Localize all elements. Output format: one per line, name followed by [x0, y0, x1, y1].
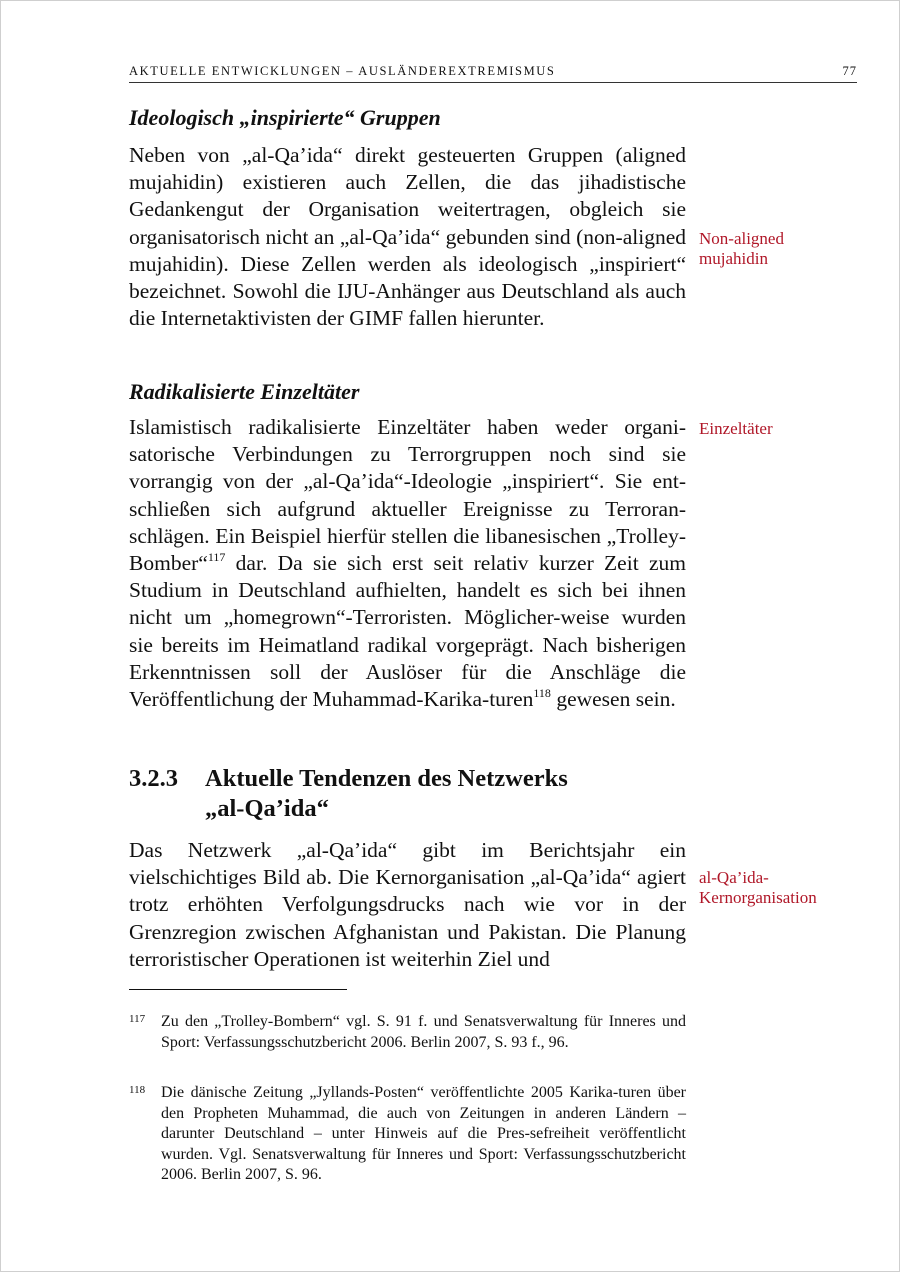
running-header [129, 64, 857, 83]
paragraph-text-part1: Islamistisch radikalisierte Einzeltäter haben weder organi-satorische Verbindungen zu Terrorgruppen noch sind sie vorrangig von der „al-Qa’ida“-Ideologie „inspiriert“. Sie ent-schließen sich aufgrund aktueller Ereignisse zu Terroran-schlägen. Ein Beispiel hierfür stellen die libanesischen „Trolley-Bomber“ [129, 415, 686, 576]
section-paragraph-einzeltaeter [129, 414, 686, 713]
header-title: AKTUELLE ENTWICKLUNGEN – AUSLÄNDEREXTREMISMUS [129, 64, 556, 78]
footnote-number: 118 [129, 1084, 146, 1096]
section-heading-ideologisch: Ideologisch „inspirierte“ Gruppen [129, 105, 441, 130]
footnote-text: Die dänische Zeitung „Jyllands-Posten“ veröffentlichte 2005 Karika-turen über den Propheten Muhammad, die auch von Zeitungen in anderen Ländern – darunter Deutschland – unter Hinweis auf die Pres-sefreiheit veröffentlicht wurden. Vgl. Senatsverwaltung für Inneres und Sport: Verfassungsschutzbericht 2006. Berlin 2007, S. 96. [161, 1084, 686, 1183]
subsection-number: 3.2.3 [129, 765, 178, 792]
footnote-118 [129, 1083, 686, 1186]
subsection-title-line1: Aktuelle Tendenzen des Netzwerks [205, 765, 568, 792]
footnote-ref-118[interactable]: 118 [533, 686, 551, 701]
margin-note-non-aligned: Non-aligned mujahidin [699, 229, 784, 268]
footnote-ref-117[interactable]: 117 [207, 550, 226, 565]
margin-note-line1: al-Qa’ida- [699, 868, 769, 887]
footnote-separator [129, 989, 347, 990]
footnote-text: Zu den „Trolley-Bombern“ vgl. S. 91 f. und Senatsverwaltung für Inneres und Sport: Verfassungsschutzbericht 2006. Berlin 2007, S. 93 f., 96. [161, 1013, 686, 1051]
footnote-number: 117 [129, 1013, 146, 1025]
page-number: 77 [842, 64, 857, 78]
footnote-117 [129, 1012, 686, 1053]
margin-note-einzeltaeter: Einzeltäter [699, 419, 773, 438]
paragraph-text-part3: gewesen sein. [550, 687, 676, 712]
section-paragraph-ideologisch: Neben von „al-Qa’ida“ direkt gesteuerten Gruppen (aligned mujahidin) existieren auch Zellen, die das jihadistische Gedankengut der Organisation weitertragen, obgleich sie organisatorisch nicht an „al-Qa’ida“ gebunden sind (non-aligned mujahidin). Diese Zellen werden als ideologisch „inspiriert“ bezeichnet. Sowohl die IJU-Anhänger aus Deutschland als auch die Internetaktivisten der GIMF fallen hierunter. [129, 143, 686, 331]
subsection-title-line2: „al-Qa’ida“ [205, 795, 329, 822]
margin-note-line2: Kernorganisation [699, 888, 817, 907]
section-heading-einzeltaeter: Radikalisierte Einzeltäter [129, 379, 360, 404]
paragraph-text-part2: dar. Da sie sich erst seit relativ kurzer Zeit zum Studium in Deutschland aufhielten, handelt es sich bei ihnen nicht um „homegrown“-Terroristen. Möglicher-weise wurden sie bereits im Heimatland radikal vorgeprägt. Nach bisherigen Erkenntnissen soll der Auslöser für die Anschläge die Veröffentlichung der Muhammad-Karika-turen [129, 551, 686, 712]
margin-note-kernorganisation [699, 868, 817, 908]
section-paragraph-tendenzen: Das Netzwerk „al-Qa’ida“ gibt im Berichtsjahr ein vielschichtiges Bild ab. Die Kernorganisation „al-Qa’ida“ agiert trotz erhöhten Verfolgungsdrucks nach wie vor in der Grenzregion zwischen Afghanistan und Pakistan. Die Planung terroristischer Operationen ist weiterhin Ziel und [129, 838, 686, 971]
